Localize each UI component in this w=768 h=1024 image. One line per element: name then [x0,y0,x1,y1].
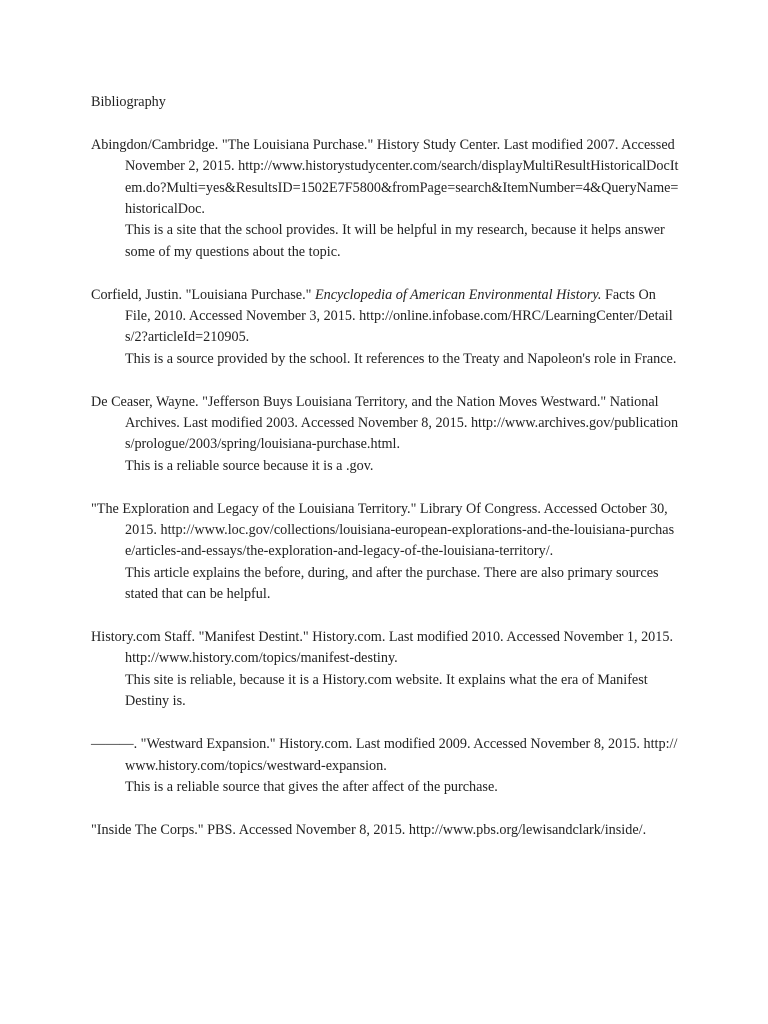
citation-text: Abingdon/Cambridge. "The Louisiana Purchase." History Study Center. Last modified 2007. Accessed November 2, 2015. [91,136,675,175]
citation-italic-title: Encyclopedia of American Environmental History. [314,286,602,303]
entry-url[interactable]: http://www.history.com/topics/westward-expansion. [125,736,678,774]
citation-text: ———. "Westward Expansion." History.com. Last modified 2009. Accessed November 8, 2015. [91,736,640,753]
bibliography-entry [91,135,681,263]
entry-annotation: This is a reliable source because it is a .gov. [125,457,374,474]
entry-annotation: This is a source provided by the school. It references to the Treaty and Napoleon's role in France. [125,350,677,367]
entry-citation [91,285,681,349]
bibliography-entry [91,285,681,371]
bibliography-heading: Bibliography [91,94,166,110]
entry-annotation: This article explains the before, during, and after the purchase. There are also primary sources stated that can be helpful. [125,564,659,603]
citation-text: De Ceaser, Wayne. "Jefferson Buys Louisiana Territory, and the Nation Moves Westward." National Archives. Last modified 2003. Accessed November 8, 2015. [91,393,659,432]
citation-text: "Inside The Corps." PBS. Accessed November 8, 2015. [91,821,406,838]
bibliography-entry [91,627,681,713]
entry-annotation: This is a site that the school provides. It will be helpful in my research, because it helps answer some of my questions about the topic. [125,222,665,260]
entry-citation [91,820,681,841]
entry-citation [91,135,681,221]
bibliography-entry [91,820,681,841]
bibliography-entry [91,734,681,798]
entry-url[interactable]: http://www.loc.gov/collections/louisiana-european-explorations-and-the-louisiana-purchase/articles-and-essays/the-exploration-and-legacy-of-the-louisiana-territory/. [125,522,675,560]
citation-text: History.com Staff. "Manifest Destint." History.com. Last modified 2010. Accessed November 1, 2015. [91,629,674,646]
bibliography-entry [91,392,681,478]
entry-url[interactable]: http://www.archives.gov/publications/prologue/2003/spring/louisiana-purchase.html. [125,415,679,453]
entry-citation [91,734,681,777]
entry-citation [91,627,681,670]
bibliography-entry [91,499,681,606]
entry-url[interactable]: http://www.history.com/topics/manifest-destiny. [125,650,398,667]
entry-citation [91,499,681,563]
entry-annotation: This site is reliable, because it is a History.com website. It explains what the era of Manifest Destiny is. [125,671,648,710]
entry-annotation: This is a reliable source that gives the after affect of the purchase. [125,778,498,795]
entry-url[interactable]: http://www.historystudycenter.com/search/displayMultiResultHistoricalDocItem.do?Multi=yes&ResultsID=1502E7F5800&fromPage=search&ItemNumber=4&QueryName=historicalDoc. [125,158,679,218]
citation-after-text: Facts On File, 2010. Accessed November 3, 2015. [125,286,656,325]
entry-url[interactable]: http://online.infobase.com/HRC/LearningCenter/Details/2?articleId=210905. [125,308,673,346]
entry-url[interactable]: http://www.pbs.org/lewisandclark/inside/. [408,821,647,838]
citation-text: "The Exploration and Legacy of the Louisiana Territory." Library Of Congress. Accessed October 30, 2015. [91,500,668,539]
citation-text: Corfield, Justin. "Louisiana Purchase." [91,286,312,303]
entry-citation [91,392,681,456]
bibliography-content [91,92,681,863]
